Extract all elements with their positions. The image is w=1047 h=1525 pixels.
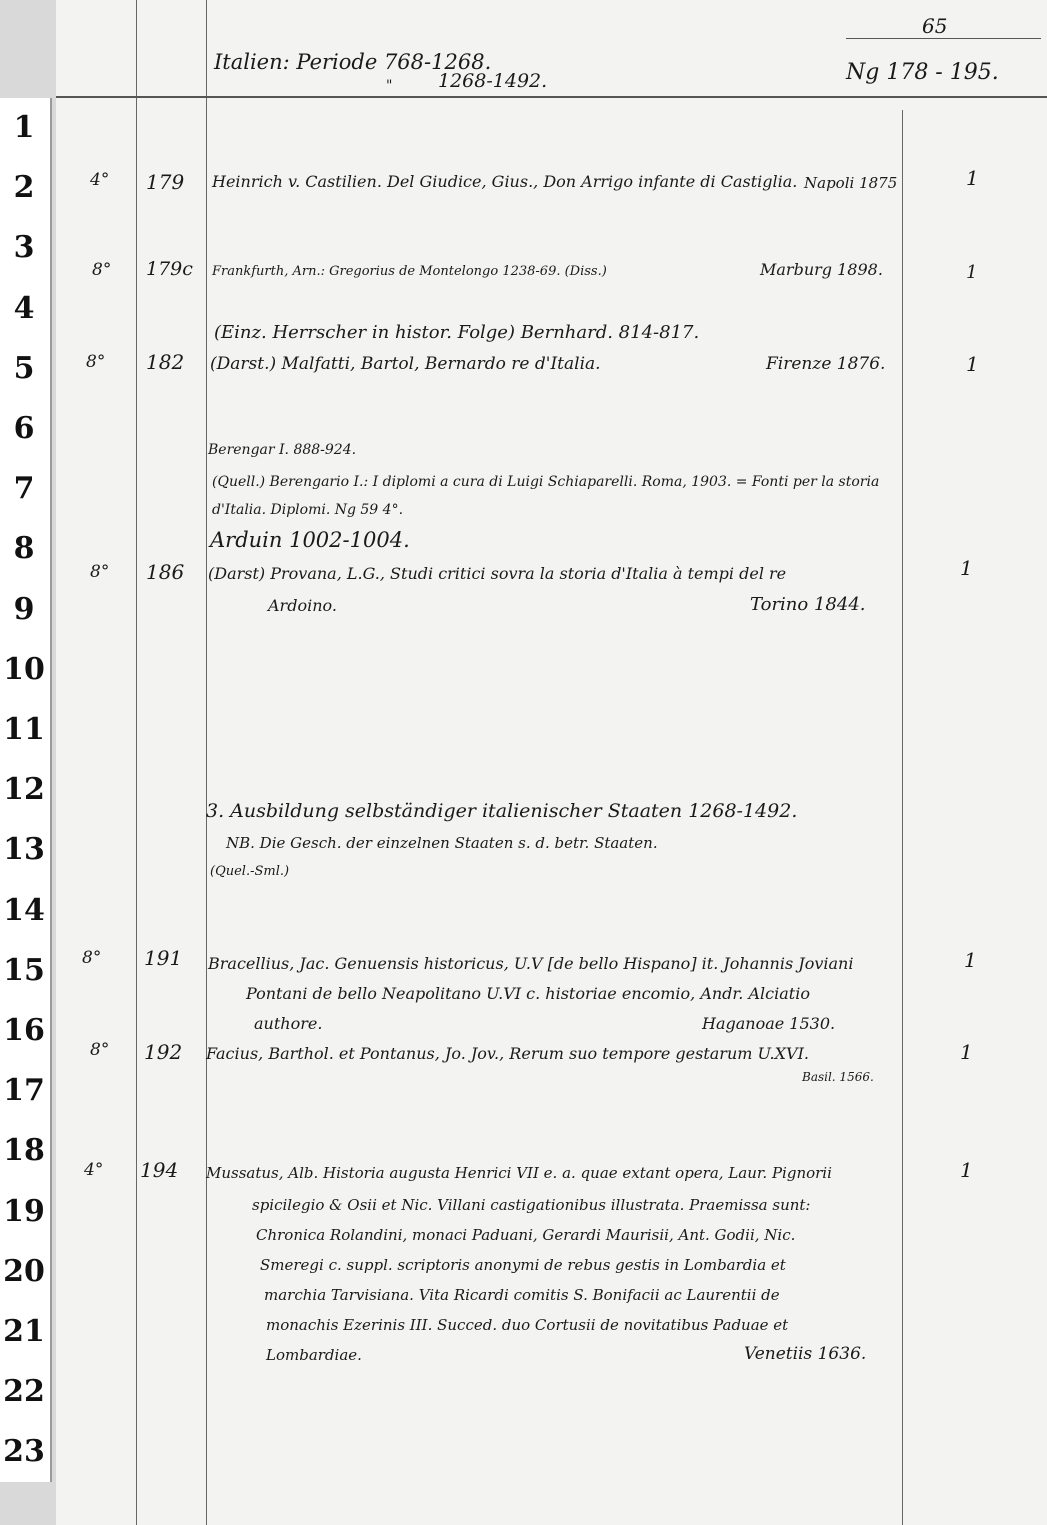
- format: 8°: [86, 352, 106, 372]
- entry-text: Smeregi c. suppl. scriptoris anonymi de rebus gestis in Lombardia et: [260, 1256, 786, 1274]
- entry-place: Basil. 1566.: [802, 1070, 874, 1084]
- shelf-range: Ng 178 - 195.: [846, 60, 999, 85]
- format: 8°: [82, 948, 102, 968]
- column-rule-format: [136, 0, 137, 1525]
- shelf-number: 179: [146, 170, 185, 194]
- page-number-rule: [846, 38, 1041, 39]
- entry-text: (Darst) Provana, L.G., Studi critici sovra la storia d'Italia à tempi del re: [208, 564, 787, 583]
- ledger-page: [56, 0, 1047, 1525]
- entry-place: Torino 1844.: [750, 594, 866, 615]
- line-number: 4: [13, 290, 35, 326]
- copy-count: 1: [960, 1158, 973, 1182]
- entry-place: Napoli 1875: [804, 174, 898, 192]
- shelf-number: 192: [144, 1040, 183, 1064]
- entry-text: Ardoino.: [268, 596, 337, 615]
- line-number: 18: [3, 1133, 45, 1169]
- line-number: 10: [3, 651, 45, 687]
- column-rule-number: [206, 0, 207, 1525]
- line-number: 13: [3, 832, 45, 868]
- column-rule-count: [902, 110, 903, 1525]
- line-number: 12: [3, 772, 45, 808]
- entry-text: (Quell.) Berengario I.: I diplomi a cura di Luigi Schiaparelli. Roma, 1903. = Fonti per la storia: [212, 474, 880, 490]
- entry-text: (Quel.-Sml.): [210, 864, 290, 879]
- line-number: 23: [3, 1434, 45, 1470]
- format: 4°: [84, 1160, 104, 1180]
- line-number: 3: [13, 230, 35, 266]
- copy-count: 1: [966, 262, 978, 283]
- entry-place: Marburg 1898.: [760, 260, 883, 279]
- shelf-number: 179c: [146, 258, 193, 280]
- format: 8°: [90, 562, 110, 582]
- section-heading: Berengar I. 888-924.: [208, 442, 357, 458]
- entry-text: NB. Die Gesch. der einzelnen Staaten s. d. betr. Staaten.: [226, 834, 658, 852]
- copy-count: 1: [966, 352, 979, 376]
- line-number: 8: [13, 531, 35, 567]
- section-heading: 3. Ausbildung selbständiger italienischer Staaten 1268-1492.: [206, 800, 798, 822]
- entry-text: d'Italia. Diplomi. Ng 59 4°.: [212, 502, 404, 518]
- entry-text: Lombardiae.: [266, 1346, 362, 1364]
- section-heading: Arduin 1002-1004.: [210, 528, 410, 552]
- line-number: 15: [3, 952, 45, 988]
- entry-text: (Darst.) Malfatti, Bartol, Bernardo re d'Italia.: [210, 354, 601, 374]
- copy-count: 1: [960, 556, 973, 580]
- entry-place: Firenze 1876.: [766, 354, 886, 374]
- copy-count: 1: [964, 948, 977, 972]
- copy-count: 1: [960, 1040, 973, 1064]
- entry-text: Heinrich v. Castilien. Del Giudice, Gius., Don Arrigo infante di Castiglia.: [212, 172, 798, 191]
- section-heading: (Einz. Herrscher in histor. Folge) Bernhard. 814-817.: [214, 322, 700, 343]
- entry-text: Chronica Rolandini, monaci Paduani, Gerardi Maurisii, Ant. Godii, Nic.: [256, 1226, 796, 1244]
- format: 8°: [92, 260, 112, 280]
- header-rule: [56, 96, 1047, 98]
- shelf-number: 182: [146, 350, 185, 374]
- title-line-2: 1268-1492.: [438, 70, 548, 92]
- entry-text: Bracellius, Jac. Genuensis historicus, U.V [de bello Hispano] it. Johannis Joviani: [208, 954, 854, 973]
- shelf-number: 186: [146, 560, 185, 584]
- line-number: 22: [3, 1374, 45, 1410]
- shelf-number: 191: [144, 946, 183, 970]
- entry-place: Venetiis 1636.: [744, 1344, 867, 1364]
- line-number: 16: [3, 1013, 45, 1048]
- line-number: 5: [13, 350, 35, 386]
- line-number: 2: [13, 170, 35, 206]
- entry-text: Mussatus, Alb. Historia augusta Henrici VII e. a. quae extant opera, Laur. Pignorii: [206, 1164, 832, 1182]
- line-number: 6: [13, 411, 35, 446]
- copy-count: 1: [966, 166, 979, 190]
- line-number: 9: [13, 591, 35, 627]
- line-number: 14: [3, 892, 45, 928]
- format: 4°: [90, 170, 110, 190]
- line-number: 19: [3, 1193, 45, 1229]
- line-number: 7: [13, 471, 35, 507]
- line-number: 1: [13, 110, 35, 145]
- line-number: 20: [3, 1253, 45, 1289]
- shelf-number: 194: [140, 1158, 179, 1182]
- entry-text: monachis Ezerinis III. Succed. duo Cortusii de novitatibus Paduae et: [266, 1316, 789, 1334]
- line-number: 17: [3, 1073, 45, 1109]
- line-number: 11: [3, 712, 45, 747]
- entry-text: marchia Tarvisiana. Vita Ricardi comitis S. Bonifacii ac Laurentii de: [264, 1286, 780, 1304]
- entry-place: Haganoae 1530.: [702, 1014, 836, 1033]
- line-number-ruler: [0, 98, 52, 1482]
- format: 8°: [90, 1040, 110, 1060]
- entry-text: authore.: [254, 1014, 323, 1033]
- line-number: 21: [3, 1314, 45, 1349]
- title-ditto-mark: ": [386, 78, 393, 94]
- entry-text: Pontani de bello Neapolitano U.VI c. historiae encomio, Andr. Alciatio: [246, 984, 810, 1003]
- title-line-1: Italien: Periode 768-1268.: [214, 50, 492, 74]
- entry-text: Frankfurth, Arn.: Gregorius de Montelongo 1238-69. (Diss.): [212, 264, 607, 279]
- page-number: 65: [922, 14, 948, 38]
- entry-text: spicilegio & Osii et Nic. Villani castigationibus illustrata. Praemissa sunt:: [252, 1196, 811, 1214]
- entry-text: Facius, Barthol. et Pontanus, Jo. Jov., Rerum suo tempore gestarum U.XVI.: [206, 1044, 809, 1063]
